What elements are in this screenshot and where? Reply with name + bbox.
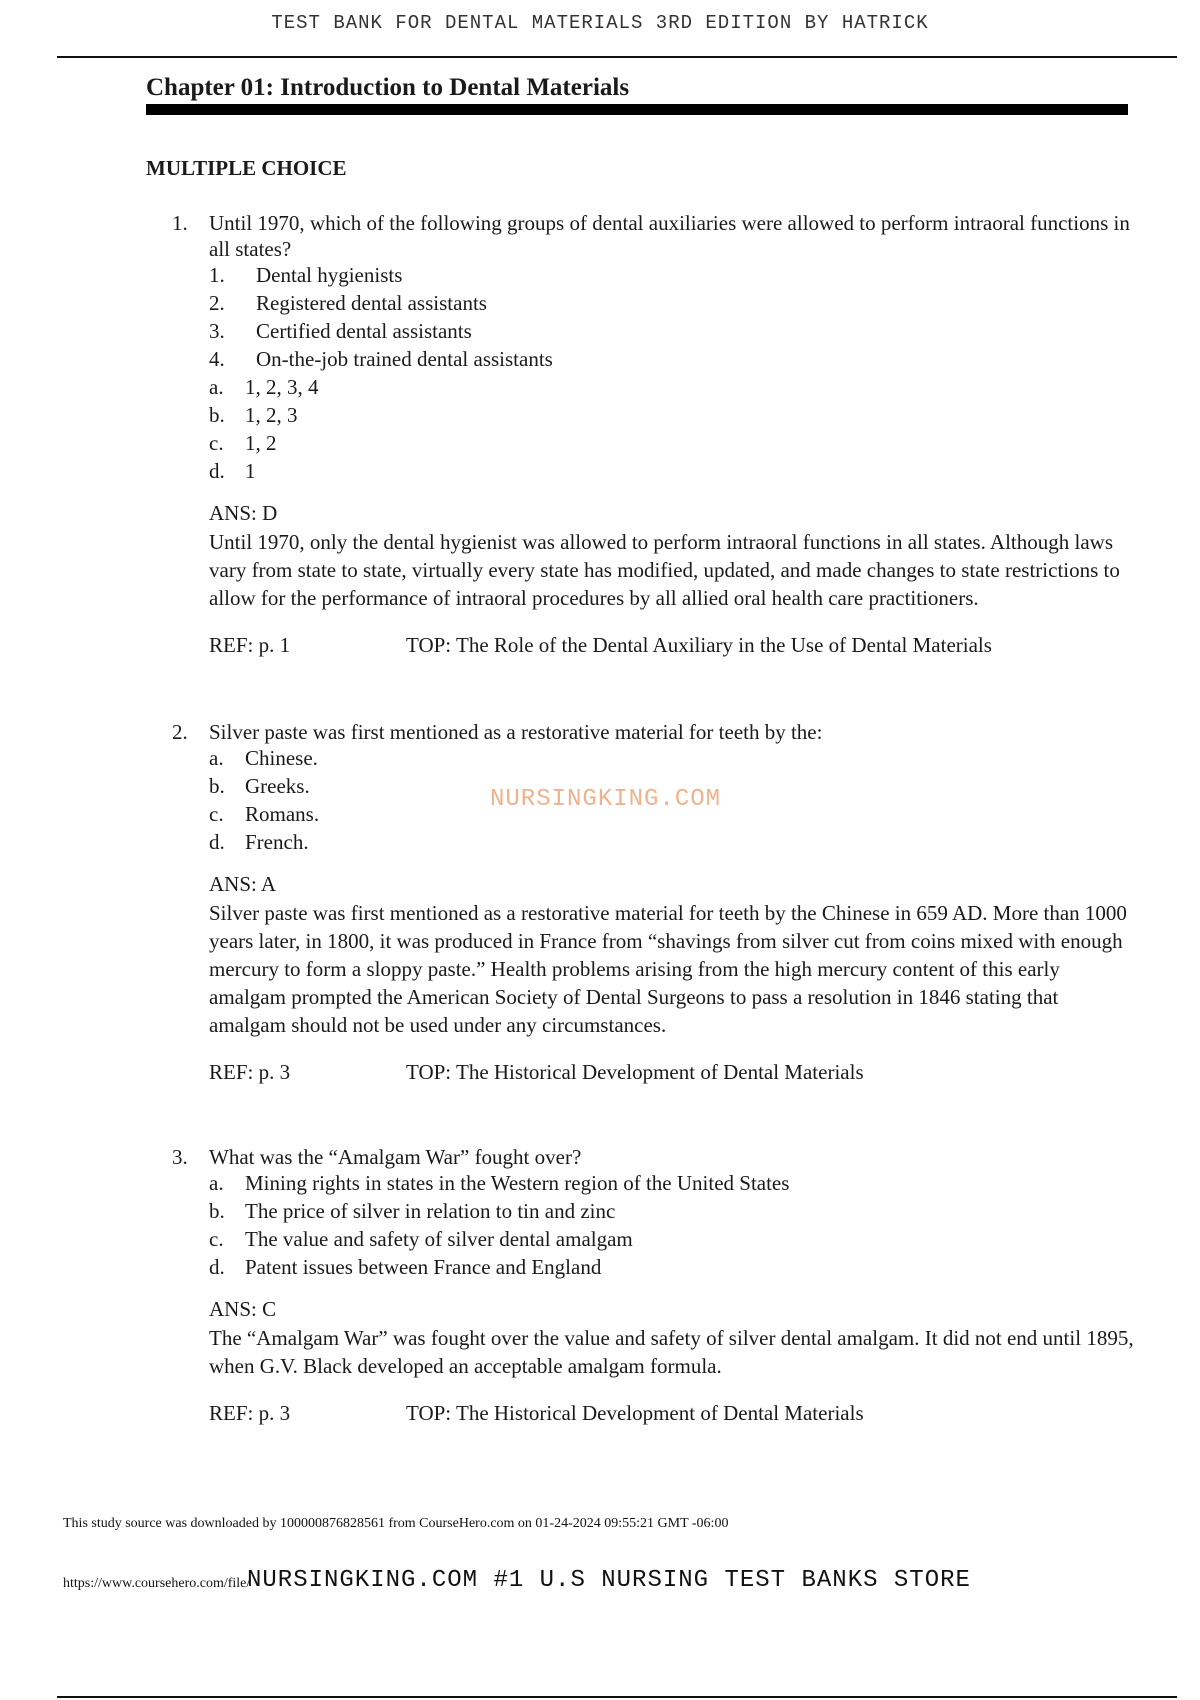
answer-option: a. Mining rights in states in the Western region of the United States	[209, 1171, 790, 1195]
question-number: 1.	[172, 211, 188, 235]
answer-option: a. 1, 2, 3, 4	[209, 375, 319, 399]
answer-option: a. Chinese.	[209, 746, 318, 770]
reference-row	[209, 1400, 1139, 1428]
answer-option: c. 1, 2	[209, 431, 277, 455]
answer-option: d. Patent issues between France and England	[209, 1255, 602, 1279]
question-stem: What was the “Amalgam War” fought over?	[209, 1145, 582, 1169]
numbered-item: 4. On-the-job trained dental assistants	[209, 347, 553, 371]
question-number: 3.	[172, 1145, 188, 1169]
answer-key: ANS: D	[209, 501, 278, 525]
answer-option: b. Greeks.	[209, 774, 310, 798]
question-stem: Until 1970, which of the following groups of dental auxiliaries were allowed to perform intraoral functions in all states?	[209, 211, 1130, 261]
answer-option: c. Romans.	[209, 802, 320, 826]
page-reference: REF: p. 1	[209, 633, 291, 657]
watermark: NURSINGKING.COM	[490, 786, 722, 813]
answer-key: ANS: A	[209, 872, 277, 896]
answer-rationale: Until 1970, only the dental hygienist was allowed to perform intraoral functions in all states. Although laws vary from state to state, virtually every state has modified, updated, and made changes to state restrictions to allow for the performance of intraoral procedures by all allied oral health care practitioners.	[209, 530, 1120, 610]
answer-key: ANS: C	[209, 1297, 277, 1321]
question-number: 2.	[172, 720, 188, 744]
section-title: MULTIPLE CHOICE	[146, 156, 347, 180]
page-header: TEST BANK FOR DENTAL MATERIALS 3RD EDITION BY HATRICK	[271, 12, 929, 34]
answer-option: d. French.	[209, 830, 309, 854]
answer-rationale: Silver paste was first mentioned as a restorative material for teeth by the Chinese in 659 AD. More than 1000 years later, in 1800, it was produced in France from “shavings from silver cut from coins mixed with enough mercury to form a sloppy paste.” Health problems arising from the high mercury content of this early amalgam prompted the American Society of Dental Surgeons to pass a resolution in 1846 stating that amalgam should not be used under any circumstances.	[209, 901, 1127, 1037]
numbered-item: 3. Certified dental assistants	[209, 319, 472, 343]
header-rule	[57, 56, 1177, 58]
answer-option: b. 1, 2, 3	[209, 403, 298, 427]
numbered-item: 2. Registered dental assistants	[209, 291, 487, 315]
store-banner: NURSINGKING.COM #1 U.S NURSING TEST BANKS STORE	[247, 1567, 971, 1594]
download-notice: This study source was downloaded by 100000876828561 from CourseHero.com on 01-24-2024 09:55:21 GMT -06:00	[63, 1516, 729, 1531]
topic-reference: TOP: The Role of the Dental Auxiliary in the Use of Dental Materials	[406, 633, 992, 657]
topic-reference: TOP: The Historical Development of Dental Materials	[406, 1060, 864, 1084]
page-reference: REF: p. 3	[209, 1060, 291, 1084]
chapter-underline-bar	[146, 104, 1128, 115]
reference-row	[209, 632, 1139, 660]
reference-row	[209, 1059, 1139, 1087]
coursehero-link[interactable]: https://www.coursehero.com/file/	[63, 1576, 251, 1591]
answer-rationale: The “Amalgam War” was fought over the value and safety of silver dental amalgam. It did not end until 1895, when G.V. Black developed an acceptable amalgam formula.	[209, 1326, 1134, 1378]
answer-option: c. The value and safety of silver dental amalgam	[209, 1227, 633, 1251]
answer-option: b. The price of silver in relation to tin and zinc	[209, 1199, 616, 1223]
question-stem: Silver paste was first mentioned as a restorative material for teeth by the:	[209, 720, 823, 744]
footer-rule	[57, 1696, 1177, 1698]
answer-option: d. 1	[209, 459, 256, 483]
topic-reference: TOP: The Historical Development of Dental Materials	[406, 1401, 864, 1425]
page-reference: REF: p. 3	[209, 1401, 291, 1425]
numbered-item: 1. Dental hygienists	[209, 263, 403, 287]
chapter-title: Chapter 01: Introduction to Dental Materials	[146, 74, 630, 101]
